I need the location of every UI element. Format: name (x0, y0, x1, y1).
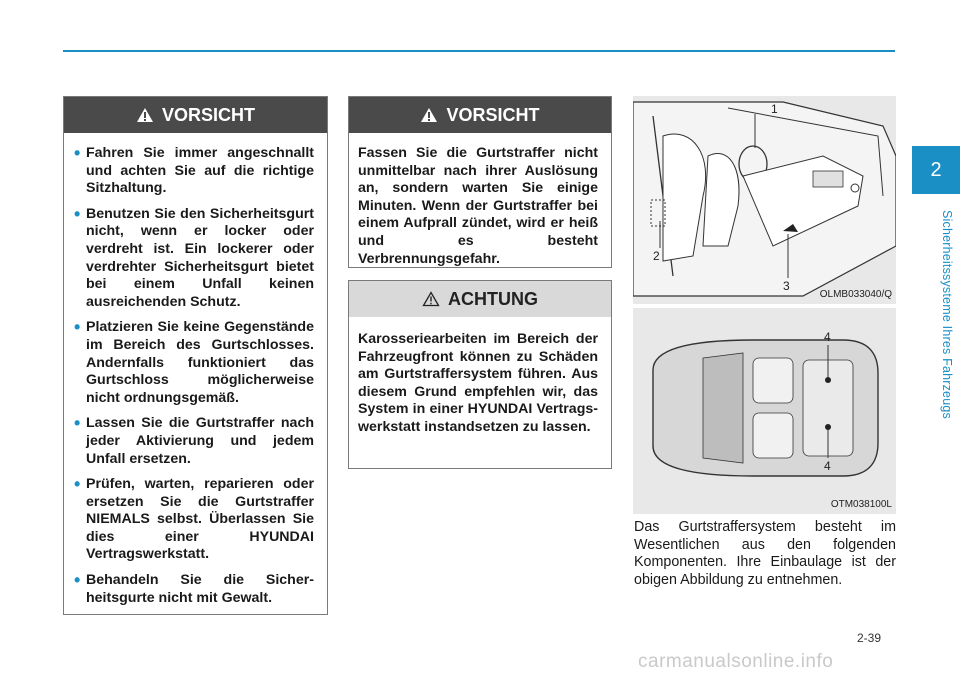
warning-triangle-icon (420, 107, 438, 123)
list-item: • Behandeln Sie die Sicherheitsgurte nicht mit Gewalt. (86, 572, 314, 607)
chapter-side-title (936, 210, 954, 450)
notice-box (348, 280, 612, 469)
figure-top-view (633, 308, 896, 514)
callout-label: 1 (771, 102, 778, 116)
caution-box-1 (63, 96, 328, 615)
chapter-title-text: Sicherheitssysteme Ihres Fahrzeugs (940, 210, 954, 419)
callout-label: 3 (783, 279, 790, 293)
watermark: carmanualsonline.info (638, 651, 834, 672)
caution-box-1-title: VORSICHT (161, 104, 255, 125)
chapter-number-tab: 2 (912, 146, 960, 194)
top-rule (63, 50, 895, 52)
callout-label: 4 (824, 459, 831, 473)
notice-box-text: Karosseriearbeiten im Bereich der Fahrzeugfront können zu Schäden am Gurtstraffersystem führen. Aus diesem Grund empfehlen wir, das System in einer HYUNDAI Vertragswerkstatt instandsetzen zu lassen. (358, 331, 598, 435)
figure-code: OTM038100L (830, 499, 892, 510)
notice-box-title: ACHTUNG (448, 288, 538, 309)
caution-box-2-header (349, 97, 611, 133)
figure-code: OLMB033040/Q (819, 289, 892, 300)
list-item: • Platzieren Sie keine Gegenstände im Bereich des Gurtschlosses. Andernfalls funktioniert das Gurtschloss möglicherweise nicht ordnungsgemäß. (86, 319, 314, 407)
car-top-view-illustration (633, 308, 896, 514)
callout-label: 4 (824, 330, 831, 344)
list-item: • Lassen Sie die Gurtstraffer nach jeder Aktivierung und jedem Unfall ersetzen. (86, 415, 314, 468)
notice-box-body (349, 317, 611, 437)
list-item: • Prüfen, warten, reparieren oder ersetzen Sie die Gurtstraffer NIEMALS selbst. Überlassen Sie dies einer HYUNDAI Vertragswerkstatt. (86, 476, 314, 564)
warning-triangle-icon (422, 291, 440, 307)
caution-box-2 (348, 96, 612, 268)
list-item: • Fahren Sie immer angeschnallt und achten Sie auf die richtige Sitzhaltung. (86, 145, 314, 198)
notice-box-header (349, 281, 611, 317)
caution-box-2-title: VORSICHT (446, 104, 540, 125)
warning-triangle-icon (136, 107, 154, 123)
interior-illustration (633, 96, 896, 304)
list-item: • Benutzen Sie den Sicherheitsgurt nicht, wenn er locker oder verdreht ist. Ein lockerer oder verdrehter Sicherheitsgurt bietet bei einem Unfall keinen ausreichenden Schutz. (86, 206, 314, 312)
figure-caption: Das Gurtstraffersystem besteht im Wesentlichen aus den folgenden Komponenten. Ihre Einbaulage ist der obigen Abbildung zu entnehmen. (634, 519, 896, 588)
caution-box-1-header (64, 97, 327, 133)
page-number: 2-39 (857, 631, 882, 645)
caution-box-1-body (64, 133, 327, 607)
caution-box-2-text: Fassen Sie die Gurtstraffer nicht unmittelbar nach ihrer Auslösung an, sondern warten Sie einige Minuten. Wenn der Gurtstraffer bei einem Aufprall zündet, wird er heiß und es besteht Verbrennungsgefahr. (358, 145, 598, 267)
figure-interior (633, 96, 896, 304)
caution-box-2-body (349, 133, 611, 268)
callout-label: 2 (653, 249, 660, 263)
